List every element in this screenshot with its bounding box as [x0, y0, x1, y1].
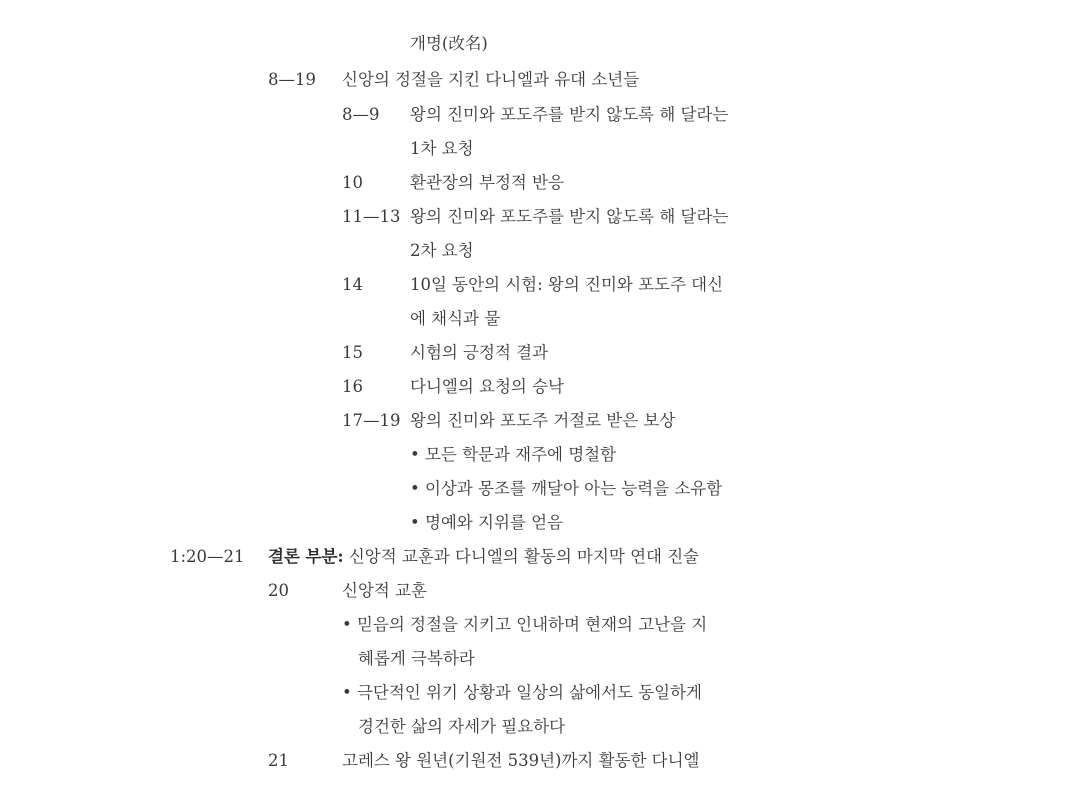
- outline-text: 1차 요청: [410, 139, 474, 158]
- outline-text: 왕의 진미와 포도주 거절로 받은 보상: [410, 411, 676, 430]
- outline-text: 왕의 진미와 포도주를 받지 않도록 해 달라는: [410, 207, 729, 226]
- verse-ref: 17—19: [342, 411, 401, 430]
- bullet-item: • 명예와 지위를 얻음: [410, 513, 563, 532]
- verse-ref: 14: [342, 275, 363, 294]
- outline-text: 환관장의 부정적 반응: [410, 173, 564, 192]
- bullet-item: • 이상과 몽조를 깨달아 아는 능력을 소유함: [410, 479, 723, 498]
- outline-text: 시험의 긍정적 결과: [410, 343, 549, 362]
- verse-ref: 1:20—21: [170, 547, 245, 566]
- section-heading: 신앙의 정절을 지킨 다니엘과 유대 소년들: [342, 70, 640, 89]
- conclusion-heading: [268, 546, 699, 568]
- verse-ref: 11—13: [342, 207, 401, 226]
- outline-text: 개명(改名): [410, 34, 488, 53]
- bullet-item-continued: 경건한 삶의 자세가 필요하다: [358, 717, 566, 736]
- verse-ref: 8—19: [268, 70, 316, 89]
- verse-ref: 8—9: [342, 105, 380, 124]
- verse-ref: 15: [342, 343, 363, 362]
- outline-text: 고레스 왕 원년(기원전 539년)까지 활동한 다니엘: [342, 751, 700, 770]
- verse-ref: 16: [342, 377, 363, 396]
- conclusion-label: 결론 부분:: [268, 547, 344, 566]
- verse-ref: 10: [342, 173, 363, 192]
- bullet-item-continued: 혜롭게 극복하라: [358, 649, 475, 668]
- outline-text: 다니엘의 요청의 승낙: [410, 377, 564, 396]
- bullet-item: • 극단적인 위기 상황과 일상의 삶에서도 동일하게: [342, 683, 702, 702]
- bullet-item: • 믿음의 정절을 지키고 인내하며 현재의 고난을 지: [342, 615, 708, 634]
- outline-text: 에 채식과 물: [410, 309, 501, 328]
- bullet-item: • 모든 학문과 재주에 명철함: [410, 445, 617, 464]
- verse-ref: 20: [268, 581, 289, 600]
- outline-text: 왕의 진미와 포도주를 받지 않도록 해 달라는: [410, 105, 729, 124]
- conclusion-text: 신앙적 교훈과 다니엘의 활동의 마지막 연대 진술: [343, 547, 700, 566]
- verse-ref: 21: [268, 751, 289, 770]
- outline-text: 10일 동안의 시험: 왕의 진미와 포도주 대신: [410, 275, 724, 294]
- outline-text: 2차 요청: [410, 241, 474, 260]
- outline-text: 신앙적 교훈: [342, 581, 427, 600]
